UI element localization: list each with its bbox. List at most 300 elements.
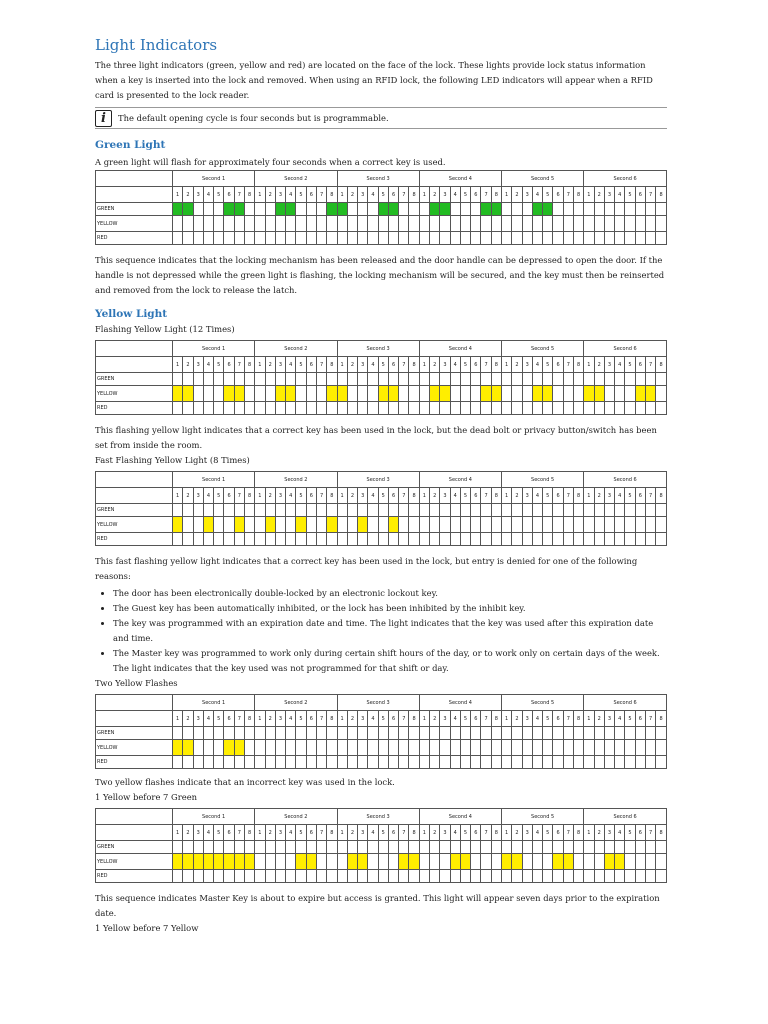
timing-cell xyxy=(553,517,563,533)
timing-cell xyxy=(244,504,254,517)
timing-cell xyxy=(316,232,326,245)
timing-cell xyxy=(471,756,481,769)
timing-cell xyxy=(275,232,285,245)
timing-cell xyxy=(419,740,429,756)
timing-cell xyxy=(502,756,512,769)
timing-cell xyxy=(450,402,460,415)
timing-cell xyxy=(635,533,645,546)
timing-cell xyxy=(409,841,419,854)
timing-cell xyxy=(604,727,614,740)
timing-cell xyxy=(399,402,409,415)
timing-cell xyxy=(656,756,667,769)
tick-header: 5 xyxy=(460,488,470,504)
lit-cell xyxy=(286,386,296,402)
tick-header: 4 xyxy=(368,825,378,841)
lit-cell xyxy=(594,386,604,402)
row-label: YELLOW xyxy=(96,740,173,756)
timing-cell xyxy=(645,517,655,533)
timing-cell xyxy=(645,216,655,232)
timing-cell xyxy=(244,203,254,216)
timing-cell xyxy=(255,870,265,883)
timing-cell xyxy=(481,517,491,533)
timing-cell xyxy=(645,402,655,415)
timing-cell xyxy=(358,870,368,883)
timing-cell xyxy=(244,870,254,883)
timing-cell xyxy=(193,504,203,517)
timing-cell xyxy=(512,533,522,546)
tick-header: 2 xyxy=(594,187,604,203)
timing-cell xyxy=(193,870,203,883)
note-box xyxy=(95,107,667,129)
timing-cell xyxy=(203,203,213,216)
timing-cell xyxy=(347,517,357,533)
timing-cell xyxy=(306,740,316,756)
tick-header: 8 xyxy=(573,488,583,504)
tick-header: 7 xyxy=(316,357,326,373)
tick-header: 4 xyxy=(368,187,378,203)
timing-cell xyxy=(286,517,296,533)
tick-header: 7 xyxy=(399,357,409,373)
timing-cell xyxy=(563,386,573,402)
timing-cell xyxy=(214,386,224,402)
tick-header: 3 xyxy=(358,187,368,203)
second-header: Second 5 xyxy=(502,171,584,187)
timing-cell xyxy=(625,386,635,402)
timing-cell xyxy=(532,232,542,245)
timing-cell xyxy=(214,373,224,386)
timing-cell xyxy=(532,504,542,517)
timing-cell xyxy=(193,216,203,232)
tick-header: 6 xyxy=(224,825,234,841)
timing-cell xyxy=(368,756,378,769)
timing-cell xyxy=(635,216,645,232)
timing-cell xyxy=(512,870,522,883)
timing-cell xyxy=(337,870,347,883)
second-header: Second 3 xyxy=(337,809,419,825)
timing-cell xyxy=(563,373,573,386)
tick-header: 7 xyxy=(234,357,244,373)
timing-cell xyxy=(214,232,224,245)
timing-cell xyxy=(368,517,378,533)
tick-header: 7 xyxy=(234,825,244,841)
lit-cell xyxy=(234,740,244,756)
tick-header: 3 xyxy=(522,711,532,727)
timing-cell xyxy=(532,216,542,232)
timing-cell xyxy=(265,841,275,854)
timing-cell xyxy=(306,870,316,883)
timing-cell xyxy=(615,402,625,415)
timing-cell xyxy=(450,373,460,386)
info-icon: i xyxy=(95,110,112,127)
timing-cell xyxy=(214,517,224,533)
timing-cell xyxy=(430,854,440,870)
tick-header: 2 xyxy=(265,357,275,373)
timing-cell xyxy=(203,727,213,740)
timing-cell xyxy=(543,533,553,546)
timing-cell xyxy=(368,841,378,854)
timing-cell xyxy=(645,203,655,216)
timing-cell xyxy=(573,203,583,216)
timing-cell xyxy=(358,756,368,769)
timing-cell xyxy=(573,504,583,517)
timing-cell xyxy=(306,504,316,517)
tick-header: 7 xyxy=(399,187,409,203)
timing-cell xyxy=(296,756,306,769)
timing-cell xyxy=(491,402,501,415)
corner-cell xyxy=(96,341,173,357)
timing-cell xyxy=(244,756,254,769)
second-header: Second 2 xyxy=(255,809,337,825)
lit-cell xyxy=(440,203,450,216)
timing-cell xyxy=(378,216,388,232)
timing-cell xyxy=(604,386,614,402)
timing-cell xyxy=(584,517,594,533)
tick-header: 1 xyxy=(337,187,347,203)
timing-cell xyxy=(193,727,203,740)
tick-header: 5 xyxy=(214,488,224,504)
timing-cell xyxy=(214,216,224,232)
timing-cell xyxy=(594,756,604,769)
timing-cell xyxy=(234,533,244,546)
timing-cell xyxy=(265,386,275,402)
timing-cell xyxy=(440,727,450,740)
timing-cell xyxy=(214,740,224,756)
timing-cell xyxy=(440,373,450,386)
corner-cell xyxy=(96,187,173,203)
timing-cell xyxy=(358,216,368,232)
tick-header: 1 xyxy=(173,488,183,504)
tick-header: 8 xyxy=(491,187,501,203)
tick-header: 8 xyxy=(409,711,419,727)
timing-cell xyxy=(255,386,265,402)
fast-flashing-caption: Fast Flashing Yellow Light (8 Times) xyxy=(95,455,250,465)
timing-cell xyxy=(553,402,563,415)
timing-cell xyxy=(409,232,419,245)
tick-header: 6 xyxy=(553,187,563,203)
timing-cell xyxy=(224,373,234,386)
lit-cell xyxy=(337,386,347,402)
timing-cell xyxy=(481,504,491,517)
lit-cell xyxy=(173,854,183,870)
tick-header: 8 xyxy=(409,357,419,373)
second-header: Second 5 xyxy=(502,341,584,357)
lit-cell xyxy=(460,854,470,870)
timing-cell xyxy=(625,841,635,854)
timing-cell xyxy=(656,373,667,386)
tick-header: 6 xyxy=(471,488,481,504)
tick-header: 3 xyxy=(275,711,285,727)
tick-header: 1 xyxy=(173,711,183,727)
tick-header: 4 xyxy=(203,357,213,373)
tick-header: 7 xyxy=(645,488,655,504)
timing-cell xyxy=(430,740,440,756)
timing-cell xyxy=(275,854,285,870)
tick-header: 4 xyxy=(532,711,542,727)
tick-header: 6 xyxy=(635,357,645,373)
second-header: Second 6 xyxy=(584,171,667,187)
second-header: Second 3 xyxy=(337,171,419,187)
timing-cell xyxy=(368,533,378,546)
timing-cell xyxy=(337,373,347,386)
timing-cell xyxy=(645,854,655,870)
timing-cell xyxy=(532,870,542,883)
lit-cell xyxy=(399,854,409,870)
lit-cell xyxy=(358,517,368,533)
timing-cell xyxy=(563,533,573,546)
tick-header: 7 xyxy=(316,711,326,727)
tick-header: 6 xyxy=(388,357,398,373)
timing-cell xyxy=(265,727,275,740)
timing-cell xyxy=(573,232,583,245)
timing-cell xyxy=(173,870,183,883)
timing-cell xyxy=(604,756,614,769)
timing-cell xyxy=(635,203,645,216)
timing-cell xyxy=(306,216,316,232)
tick-header: 1 xyxy=(255,711,265,727)
lit-cell xyxy=(615,854,625,870)
tick-header: 7 xyxy=(563,357,573,373)
timing-cell xyxy=(512,203,522,216)
tick-header: 5 xyxy=(296,488,306,504)
row-label: GREEN xyxy=(96,841,173,854)
tick-header: 4 xyxy=(532,357,542,373)
timing-cell xyxy=(224,232,234,245)
timing-cell xyxy=(409,533,419,546)
timing-cell xyxy=(430,402,440,415)
timing-cell xyxy=(306,373,316,386)
timing-cell xyxy=(543,232,553,245)
timing-cell xyxy=(532,517,542,533)
timing-cell xyxy=(234,504,244,517)
lit-cell xyxy=(224,386,234,402)
timing-cell xyxy=(316,517,326,533)
flashing-yellow-description: This flashing yellow light indicates that a correct key has been used in the lock, but the dead bolt or privacy button/switch has been set from inside the room. xyxy=(95,425,657,450)
tick-header: 1 xyxy=(419,711,429,727)
timing-cell xyxy=(286,841,296,854)
second-header: Second 4 xyxy=(419,171,501,187)
timing-cell xyxy=(512,216,522,232)
timing-cell xyxy=(265,854,275,870)
tick-header: 8 xyxy=(491,357,501,373)
timing-cell xyxy=(347,402,357,415)
timing-cell xyxy=(244,727,254,740)
timing-cell xyxy=(594,727,604,740)
second-header: Second 5 xyxy=(502,809,584,825)
timing-grid xyxy=(95,808,667,883)
lit-cell xyxy=(224,740,234,756)
tick-header: 5 xyxy=(378,711,388,727)
tick-header: 3 xyxy=(193,825,203,841)
second-header: Second 5 xyxy=(502,695,584,711)
timing-cell xyxy=(481,841,491,854)
timing-cell xyxy=(594,740,604,756)
timing-cell xyxy=(604,517,614,533)
timing-cell xyxy=(471,386,481,402)
second-header: Second 1 xyxy=(173,472,255,488)
tick-header: 3 xyxy=(522,825,532,841)
timing-cell xyxy=(347,740,357,756)
timing-cell xyxy=(316,203,326,216)
timing-cell xyxy=(327,854,337,870)
timing-grid xyxy=(95,471,667,546)
tick-header: 6 xyxy=(471,711,481,727)
tick-header: 5 xyxy=(296,187,306,203)
timing-cell xyxy=(214,533,224,546)
timing-cell xyxy=(553,373,563,386)
note-text: The default opening cycle is four seconds but is programmable. xyxy=(118,113,389,123)
tick-header: 1 xyxy=(584,187,594,203)
tick-header: 6 xyxy=(553,357,563,373)
tick-header: 2 xyxy=(512,187,522,203)
tick-header: 7 xyxy=(563,711,573,727)
tick-header: 7 xyxy=(645,825,655,841)
timing-cell xyxy=(327,841,337,854)
tick-header: 3 xyxy=(604,187,614,203)
timing-cell xyxy=(358,232,368,245)
timing-cell xyxy=(306,386,316,402)
tick-header: 2 xyxy=(265,187,275,203)
lit-cell xyxy=(173,203,183,216)
timing-cell xyxy=(234,216,244,232)
timing-cell xyxy=(368,203,378,216)
timing-cell xyxy=(553,504,563,517)
tick-header: 1 xyxy=(584,357,594,373)
timing-cell xyxy=(604,203,614,216)
lit-cell xyxy=(388,517,398,533)
timing-cell xyxy=(522,727,532,740)
lit-cell xyxy=(327,386,337,402)
tick-header: 4 xyxy=(615,187,625,203)
timing-cell xyxy=(409,203,419,216)
second-header: Second 1 xyxy=(173,809,255,825)
timing-cell xyxy=(502,517,512,533)
tick-header: 3 xyxy=(358,825,368,841)
timing-cell xyxy=(491,740,501,756)
timing-cell xyxy=(584,870,594,883)
timing-cell xyxy=(244,386,254,402)
tick-header: 4 xyxy=(286,825,296,841)
timing-cell xyxy=(388,216,398,232)
timing-cell xyxy=(378,756,388,769)
lit-cell xyxy=(306,854,316,870)
list-item: • The Master key was programmed to work only during certain shift hours of the day, or to work only on certain days of the week. The light indicates that the key used was not programmed for that shift or day. xyxy=(113,646,667,676)
timing-cell xyxy=(481,870,491,883)
timing-cell xyxy=(656,727,667,740)
timing-cell xyxy=(316,740,326,756)
timing-cell xyxy=(625,232,635,245)
row-label: GREEN xyxy=(96,504,173,517)
tick-header: 3 xyxy=(275,488,285,504)
timing-cell xyxy=(604,740,614,756)
timing-cell xyxy=(409,870,419,883)
timing-cell xyxy=(656,203,667,216)
timing-cell xyxy=(419,727,429,740)
timing-cell xyxy=(481,854,491,870)
tick-header: 6 xyxy=(306,488,316,504)
tick-header: 6 xyxy=(635,488,645,504)
timing-cell xyxy=(573,727,583,740)
timing-cell xyxy=(316,727,326,740)
timing-cell xyxy=(522,756,532,769)
timing-cell xyxy=(409,386,419,402)
second-header: Second 6 xyxy=(584,695,667,711)
timing-cell xyxy=(573,756,583,769)
timing-cell xyxy=(625,402,635,415)
tick-header: 6 xyxy=(635,825,645,841)
timing-cell xyxy=(368,854,378,870)
timing-cell xyxy=(573,517,583,533)
timing-cell xyxy=(584,756,594,769)
timing-cell xyxy=(563,841,573,854)
tick-header: 6 xyxy=(306,711,316,727)
timing-cell xyxy=(173,756,183,769)
timing-cell xyxy=(347,232,357,245)
timing-cell xyxy=(306,727,316,740)
timing-cell xyxy=(358,386,368,402)
tick-header: 5 xyxy=(214,357,224,373)
timing-cell xyxy=(244,740,254,756)
timing-cell xyxy=(512,504,522,517)
timing-cell xyxy=(471,727,481,740)
tick-header: 8 xyxy=(656,825,667,841)
timing-cell xyxy=(543,727,553,740)
tick-header: 6 xyxy=(306,187,316,203)
tick-header: 1 xyxy=(173,825,183,841)
timing-cell xyxy=(553,756,563,769)
tick-header: 4 xyxy=(286,187,296,203)
timing-cell xyxy=(440,870,450,883)
tick-header: 7 xyxy=(399,488,409,504)
timing-cell xyxy=(604,216,614,232)
tick-header: 1 xyxy=(173,357,183,373)
tick-header: 4 xyxy=(203,711,213,727)
tick-header: 6 xyxy=(471,187,481,203)
timing-cell xyxy=(573,402,583,415)
timing-cell xyxy=(573,870,583,883)
timing-cell xyxy=(635,517,645,533)
timing-cell xyxy=(183,841,193,854)
timing-cell xyxy=(419,402,429,415)
timing-cell xyxy=(645,373,655,386)
timing-cell xyxy=(460,216,470,232)
timing-cell xyxy=(173,232,183,245)
timing-cell xyxy=(522,517,532,533)
timing-cell xyxy=(471,870,481,883)
lit-cell xyxy=(635,386,645,402)
timing-cell xyxy=(296,870,306,883)
timing-cell xyxy=(502,386,512,402)
tick-header: 8 xyxy=(327,357,337,373)
timing-cell xyxy=(430,533,440,546)
tick-header: 8 xyxy=(409,825,419,841)
timing-cell xyxy=(553,533,563,546)
tick-header: 5 xyxy=(296,357,306,373)
timing-cell xyxy=(255,373,265,386)
second-header: Second 1 xyxy=(173,695,255,711)
timing-cell xyxy=(440,402,450,415)
timing-cell xyxy=(440,533,450,546)
tick-header: 7 xyxy=(645,357,655,373)
timing-cell xyxy=(522,533,532,546)
timing-cell xyxy=(522,386,532,402)
timing-cell xyxy=(327,216,337,232)
timing-cell xyxy=(234,727,244,740)
timing-cell xyxy=(460,504,470,517)
tick-header: 5 xyxy=(214,187,224,203)
timing-cell xyxy=(512,402,522,415)
timing-cell xyxy=(594,216,604,232)
timing-cell xyxy=(635,841,645,854)
